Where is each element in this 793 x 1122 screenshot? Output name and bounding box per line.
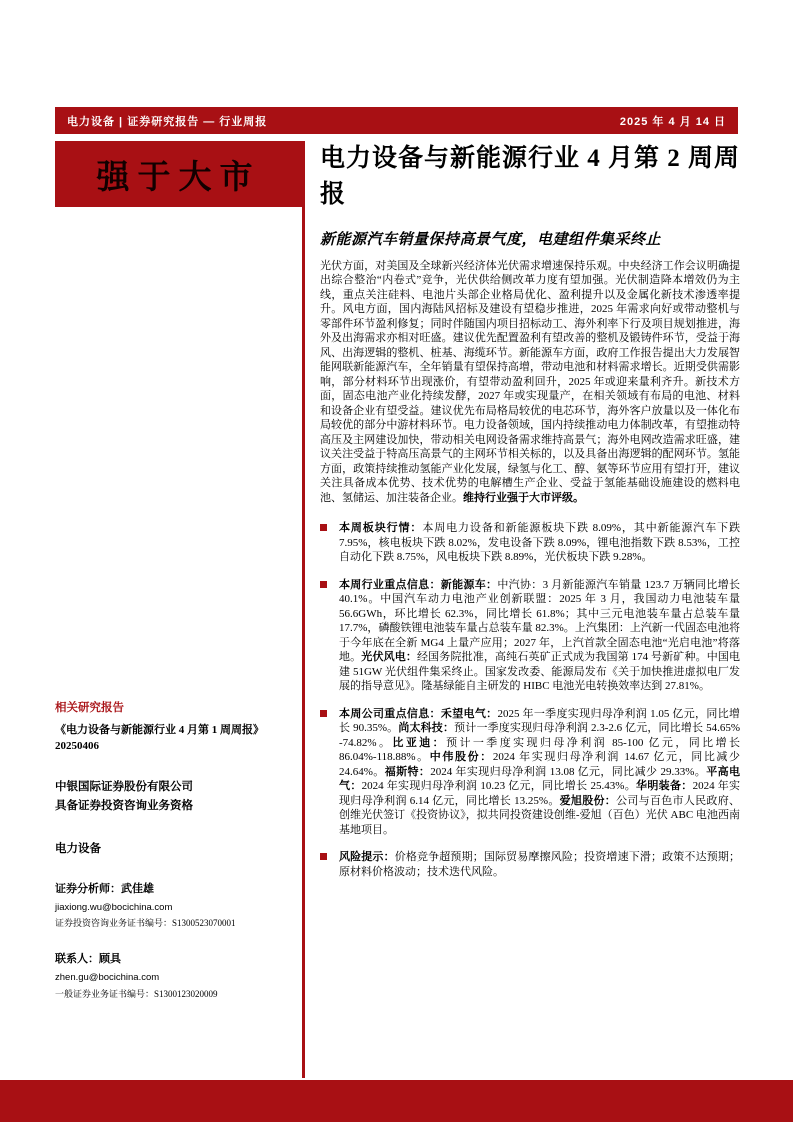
report-title: 电力设备与新能源行业 4 月第 2 周周报 xyxy=(320,145,741,209)
emphasis-text: 华明装备： xyxy=(636,780,693,792)
header-category: 电力设备 | 证券研究报告 — 行业周报 xyxy=(67,115,268,128)
bullet-marker-icon xyxy=(320,710,327,717)
sidebar xyxy=(55,700,293,1001)
analyst-name: 证券分析师：武佳雄 xyxy=(55,882,154,895)
body-text: 光伏方面，对美国及全球新兴经济体光伏需求增速保持乐观。中央经济工作会议明确提出综合整治“内卷式”竞争，光伏供给侧改革力度有望加强。光伏制造降本增效仍为主线，重点关注硅料、电池片头部企业格局优化、盈利提升以及金属化新技术渗透率提升。风电方面，国内海陆风招标及建设有望稳步推进，2025 年需求向好或带动整机与零部件环节盈利修复；同时伴随国内项目招标动工、海外利率下行及项目规划推进，海外及出海需求亦相对旺盛。建议优先配置盈利有望改善的整机及锻铸件环节，受益于海风、出海逻辑的整机、桩基、海缆环节。新能源车方面，政府工作报告提出大力发展智能网联新能源汽车，全年销量有望保持高增，带动电池和材料需求增长。近期受供需影响，部分材料环节出现涨价，有望带动盈利回升，2025 年或迎来量利齐升。新技术方面，固态电池产业化持续发酵，2027 年或实现量产，在相关领域有布局的电池、材料和设备企业有望受益。建议优先布局格局较优的电芯环节，海外客户放量以及一体化布局较优的部分中游材料环节。电力设备领域，国内持续推动电力体制改革，有望推动特高压及主网建设加快，带动相关电网设备需求维持高景气；海外电网改造需求旺盛，建议关注受益于特高压高景气的主网环节相关标的，以及具备出海逻辑的配网环节。氢能方面，政策持续推动氢能产业化发展，绿氢与化工、醇、氨等环节应用有望打开，建议关注具备成本优势、技术优势的电解槽生产企业、受益于氢能基础设施建设的燃料电池、氢储运、加注装备企业。 xyxy=(320,259,740,504)
related-report-item: 《电力设备与新能源行业 4 月第 1 周周报》20250406 xyxy=(55,723,264,752)
contact-name: 联系人：顾具 xyxy=(55,953,121,966)
related-reports-heading: 相关研究报告 xyxy=(55,702,124,714)
contact-email: zhen.gu@bocichina.com xyxy=(55,972,160,984)
body-text: 价格竞争超预期；国际贸易摩擦风险；投资增速下滑；政策不达预期；原材料价格波动；技术迭代风险。 xyxy=(339,851,741,878)
emphasis-text: 尚太科技： xyxy=(398,722,455,734)
main-content xyxy=(320,141,740,892)
analyst-cert-number: 证券投资咨询业务证书编号：S1300523070001 xyxy=(55,918,236,929)
body-text: 2024 年实现归母净利润 10.23 亿元，同比增长 25.43%。 xyxy=(361,780,637,792)
emphasis-text: 爱旭股份： xyxy=(559,794,617,807)
company-name: 中银国际证券股份有限公司 xyxy=(55,780,193,793)
bullet-label: 本周板块行情： xyxy=(339,522,423,534)
header-date: 2025 年 4 月 14 日 xyxy=(619,115,726,128)
body-text: 公司与百色市人民政府、创维光伏签订《投资协议》，拟共同投资建设创维-爱旭（百色）光伏 ABC 电池西南基地项目。 xyxy=(339,794,740,836)
bullet-item xyxy=(320,521,740,565)
bullet-item xyxy=(320,707,740,838)
bullet-marker-icon xyxy=(320,524,327,531)
body-text: 2024 年实现归母净利润 13.08 亿元，同比减少 29.33%。 xyxy=(430,765,707,778)
bullet-label: 本周行业重点信息： xyxy=(339,578,441,591)
body-text: 预计一季度实现归母净利润 2.3-2.6 亿元，同比增长 54.65% -74.82%。 xyxy=(339,722,740,749)
summary-paragraph xyxy=(320,259,740,506)
body-text: 预计一季度实现归母净利润 85-100 亿元，同比增长 86.04%-118.88%。 xyxy=(339,736,740,763)
contact-block xyxy=(55,952,293,1001)
emphasis-text: 维持行业强于大市评级。 xyxy=(463,491,584,504)
vertical-divider xyxy=(302,141,305,1078)
bullet-list xyxy=(320,521,740,879)
body-text: 中汽协：3 月新能源汽车销量 123.7 万辆同比增长 40.1%。中国汽车动力电池产业创新联盟：2025 年 3 月，我国动力电池装车量 56.6GWh，环比增长 62.3%，同比增长 61.8%；其中三元电池装车量占总装车量 17.7%，磷酸铁锂电池装车量占总装车量 82.3%。上汽集团：上汽新一代固态电池将于今年底在全新 MG4 上量产应用；2027 年，上汽首款全固态电池“光启电池”将落地。 xyxy=(339,578,741,663)
rating-badge xyxy=(55,141,302,207)
contact-cert-number: 一般证券业务证书编号：S1300123020009 xyxy=(55,989,218,1000)
rating-label: 强于大市 xyxy=(96,159,261,196)
analyst-block xyxy=(55,882,293,931)
emphasis-text: 禾望电气： xyxy=(440,707,498,720)
industry-label: 电力设备 xyxy=(55,842,101,855)
bullet-item xyxy=(320,578,740,694)
body-text: 2024 年实现归母净利润 6.14 亿元，同比增长 13.25%。 xyxy=(339,780,741,807)
body-text: 2025 年一季度实现归母净利润 1.05 亿元，同比增长 90.35%。 xyxy=(339,707,741,734)
bullet-label: 风险提示： xyxy=(339,851,395,863)
emphasis-text: 福斯特： xyxy=(384,765,431,778)
emphasis-text: 光伏风电： xyxy=(361,651,418,663)
analyst-email: jiaxiong.wu@bocichina.com xyxy=(55,901,173,913)
emphasis-text: 比亚迪： xyxy=(392,736,447,749)
report-subtitle: 新能源汽车销量保持高景气度，电建组件集采终止 xyxy=(320,231,662,248)
bullet-label: 本周公司重点信息： xyxy=(339,707,441,720)
emphasis-text: 平高电气： xyxy=(339,765,740,792)
report-header-bar xyxy=(55,107,738,134)
bullet-marker-icon xyxy=(320,581,327,588)
company-qualification: 具备证券投资咨询业务资格 xyxy=(55,800,193,813)
body-text: 2024 年实现归母净利润 14.67 亿元，同比减少 24.64%。 xyxy=(339,751,741,778)
footer-bar xyxy=(0,1080,793,1122)
emphasis-text: 新能源车： xyxy=(440,578,498,591)
bullet-marker-icon xyxy=(320,853,327,860)
bullet-item xyxy=(320,850,740,879)
body-text: 经国务院批准，高纯石英矿正式成为我国第 174 号新矿种。中国电建 51GW 光伏组件集采终止。国家发改委、能源局发布《关于加快推进虚拟电厂发展的指导意见》。隆基绿能自主研发的 HIBC 电池光电转换效率达到 27.81%。 xyxy=(339,651,741,692)
body-text: 本周电力设备和新能源板块下跌 8.09%，其中新能源汽车下跌 7.95%，核电板块下跌 8.02%，发电设备下跌 8.09%，锂电池指数下跌 8.53%，工控自动化下跌 8.75%，风电板块下跌 8.89%，光伏板块下跌 9.28%。 xyxy=(339,522,740,563)
emphasis-text: 中伟股份： xyxy=(429,751,493,763)
